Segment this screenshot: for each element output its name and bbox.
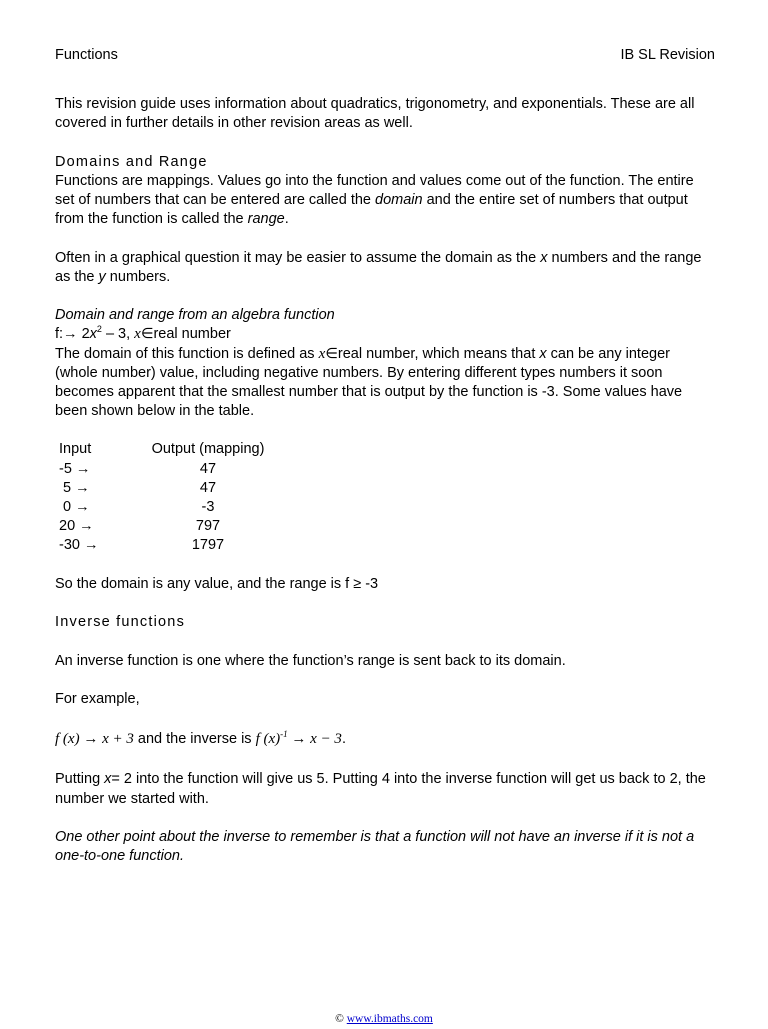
algebra-heading: Domain and range from an algebra function [55,307,335,324]
example-intro: For example, [55,690,140,707]
table-row: -30 → 1797 [59,537,225,554]
table-row: -5 → 47 [59,460,217,477]
table-row: 5 → 47 [63,479,217,496]
document-page [55,46,715,866]
inverse-note: One other point about the inverse to remember is that a function will not have an inverse if it is not a one-to-one function. [55,828,695,865]
conclusion-paragraph: So the domain is any value, and the range is f ≥ -3 [55,575,379,592]
table-row: 0 → -3 [63,499,215,516]
page-header [55,46,715,66]
inverse-example-paragraph: Putting x= 2 into the function will give us 5. Putting 4 into the inverse function will get us back to 2, the number we started with. [55,771,706,807]
website-link[interactable]: www.ibmaths.com [346,1013,433,1025]
table-row: 20 → 797 [59,518,221,535]
function-definition: f:→ $2x^2 - 3$, x∈real number [55,324,231,343]
copyright-symbol: © [335,1013,347,1025]
header-course: IB SL Revision [620,47,715,63]
output-column-header: Output (mapping) [151,441,265,458]
inverse-definition: An inverse function is one where the function’s range is sent back to its domain. [55,652,566,669]
function-formula: f (x) → x + 3 [55,731,134,748]
graphical-paragraph: Often in a graphical question it may be easier to assume the domain as the x numbers and the range as the y numbers. [55,249,702,285]
inverse-heading: Inverse functions [55,614,186,631]
header-title: Functions [55,47,118,63]
inverse-equation: f (x) → x + 3 and the inverse is f $(x)^{-1} \to x - 3$. [55,729,346,748]
page-footer [0,1010,768,1029]
range-term: range [247,211,285,228]
table-header-row [59,440,283,459]
inverse-formula: f $(x)^{-1} \to x - 3$ [255,729,342,748]
domain-term: domain [375,192,423,208]
algebra-paragraph: The domain of this function is defined as x∈real number, which means that x can be any integer (whole number) value, including negative numbers. By entering different types numbers it soon becomes apparent that the smallest number that is output by the function is -3. Some values have been shown below in the table. [55,345,683,420]
input-column-header: Input [59,441,92,458]
mapping-table [59,440,283,555]
domains-heading: Domains and Range [55,153,208,170]
intro-paragraph: This revision guide uses information about quadratics, trigonometry, and exponentials. These are all covered in further details in other revision areas as well. [55,96,695,132]
domains-paragraph: Functions are mappings. Values go into the function and values come out of the function. The entire set of numbers that can be entered are called the domain and the entire set of numbers that output from the function is called the range. [55,172,694,228]
